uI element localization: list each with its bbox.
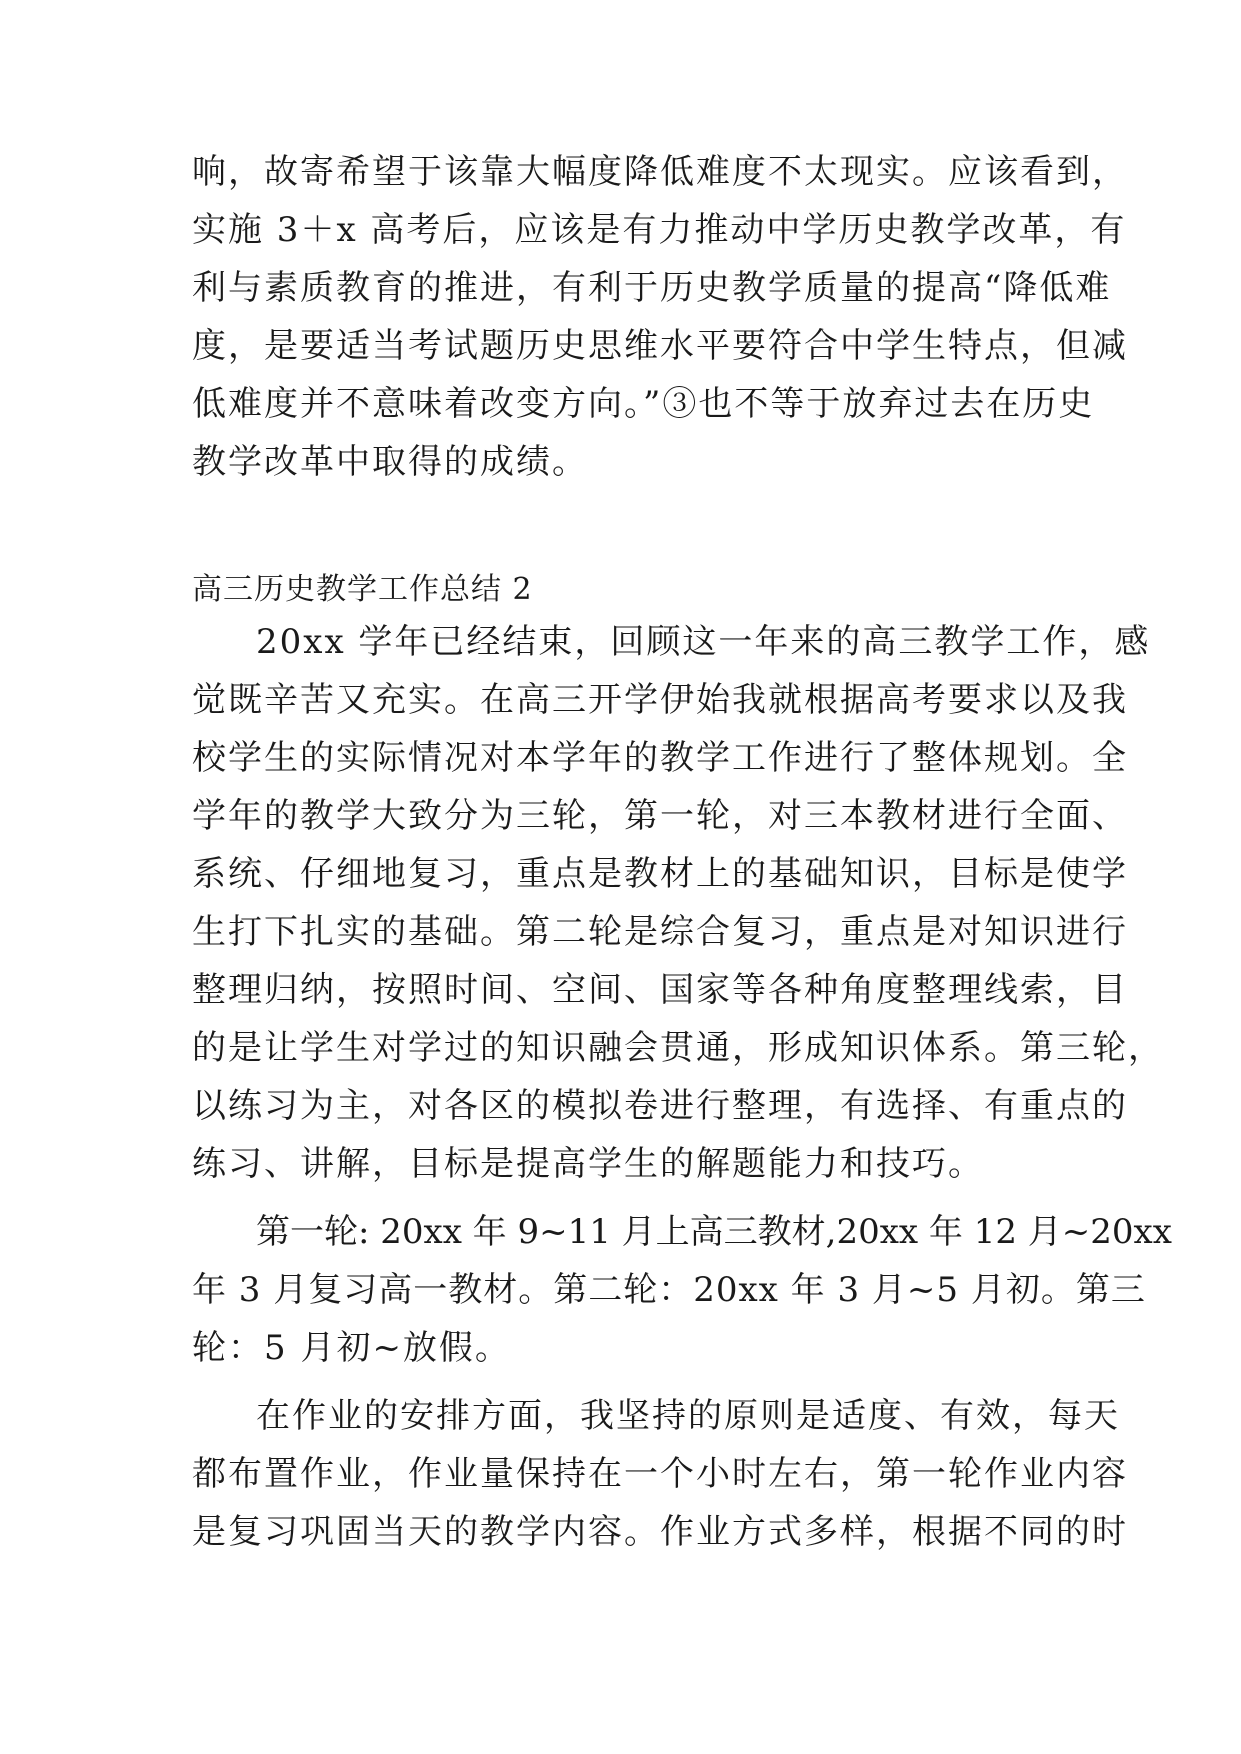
paragraph-line: 是复习巩固当天的教学内容。作业方式多样，根据不同的时 (192, 1512, 1128, 1552)
paragraph-line: 学年的教学大致分为三轮，第一轮，对三本教材进行全面、 (192, 796, 1128, 836)
paragraph-line: 整理归纳，按照时间、空间、国家等各种角度整理线索，目 (192, 970, 1128, 1010)
section-title: 高三历史教学工作总结 2 (192, 572, 533, 607)
paragraph-line: 在作业的安排方面，我坚持的原则是适度、有效，每天 (256, 1396, 1120, 1436)
paragraph-line: 生打下扎实的基础。第二轮是综合复习，重点是对知识进行 (192, 912, 1128, 952)
paragraph-line: 都布置作业，作业量保持在一个小时左右，第一轮作业内容 (192, 1454, 1128, 1494)
paragraph-line: 20xx 学年已经结束，回顾这一年来的高三教学工作，感 (256, 622, 1151, 662)
paragraph-line: 年 3 月复习高一教材。第二轮：20xx 年 3 月~5 月初。第三 (192, 1270, 1146, 1310)
paragraph-line: 觉既辛苦又充实。在高三开学伊始我就根据高考要求以及我 (192, 680, 1128, 720)
paragraph-line: 以练习为主，对各区的模拟卷进行整理，有选择、有重点的 (192, 1086, 1128, 1126)
paragraph-line: 度，是要适当考试题历史思维水平要符合中学生特点，但减 (192, 326, 1128, 366)
paragraph-line: 轮：5 月初~放假。 (192, 1328, 511, 1368)
paragraph-line: 响，故寄希望于该靠大幅度降低难度不太现实。应该看到， (192, 152, 1128, 192)
paragraph-line: 校学生的实际情况对本学年的教学工作进行了整体规划。全 (192, 738, 1128, 778)
paragraph-line: 的是让学生对学过的知识融会贯通，形成知识体系。第三轮， (192, 1028, 1164, 1068)
paragraph-line: 教学改革中取得的成绩。 (192, 442, 588, 482)
paragraph-line: 利与素质教育的推进，有利于历史教学质量的提高“降低难 (192, 268, 1112, 308)
paragraph-line: 实施 3＋x 高考后，应该是有力推动中学历史教学改革，有 (192, 210, 1127, 250)
paragraph-line: 练习、讲解，目标是提高学生的解题能力和技巧。 (192, 1144, 984, 1184)
paragraph-line: 系统、仔细地复习，重点是教材上的基础知识，目标是使学 (192, 854, 1128, 894)
paragraph-line: 第一轮: 20xx 年 9~11 月上高三教材,20xx 年 12 月~20xx (256, 1212, 1172, 1252)
paragraph-line: 低难度并不意味着改变方向。”③也不等于放弃过去在历史 (192, 384, 1095, 424)
